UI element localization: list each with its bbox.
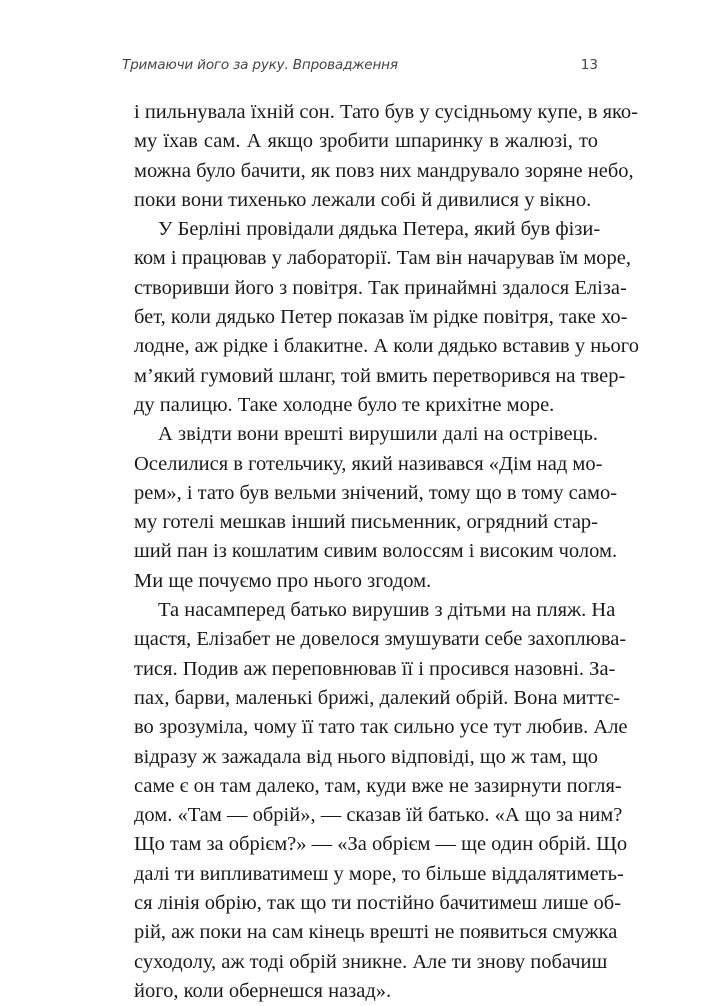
- text-line: ду палицю. Таке холодне було те крихітне море.: [134, 393, 555, 416]
- running-title: Тримаючи його за руку. Впровадження: [122, 57, 398, 73]
- text-line: створивши його з повітря. Так принаймні здалося Елізa-: [134, 276, 627, 299]
- text-line: можна було бачити, як повз них мандрувало зоряне небо,: [134, 159, 634, 182]
- text-line: саме є он там далеко, там, куди вже не зазирнути погля-: [134, 774, 622, 797]
- text-line: рем», і тато був вельми знічений, тому що в тому само-: [134, 481, 618, 504]
- running-header: [122, 57, 598, 79]
- text-line: Ми ще почуємо про нього згодом.: [134, 569, 432, 592]
- text-line: Оселилися в готельчику, який називався «Дім над мо-: [134, 452, 603, 475]
- text-line: відразу ж зажадала від нього відповіді, що ж там, що: [134, 745, 598, 768]
- text-line: му готелі мешкав інший письменник, огрядний стар-: [134, 511, 598, 534]
- text-line: тися. Подив аж переповнював її і просився назовні. За-: [134, 657, 616, 680]
- text-line: Та насамперед батько вирушив з дітьми на пляж. На: [158, 599, 616, 622]
- text-line: м’який гумовий шланг, той вмить перетворився на твер-: [134, 364, 626, 387]
- text-line: ший пан із кошлатим сивим волоссям і високим чолом.: [134, 540, 618, 563]
- page-number: 13: [580, 57, 598, 73]
- text-line: поки вони тихенько лежали собі й дивилися у вікно.: [134, 188, 592, 211]
- text-line: ся лінія обрію, так що ти постійно бачитимеш лише об-: [134, 892, 622, 915]
- text-line: во зрозуміла, чому її тато так сильно усе тут любив. Але: [134, 716, 628, 739]
- paragraph: [134, 215, 639, 420]
- body-text: [134, 98, 639, 1006]
- paragraph: [134, 596, 628, 1006]
- text-line: його, коли обернешся назад».: [134, 979, 392, 1002]
- paragraph: [134, 98, 639, 215]
- text-line: рій, аж поки на сам кінець врешті не появиться смужка: [134, 921, 618, 944]
- text-line: і пильнувала їхній сон. Тато був у сусідньому купе, в яко-: [134, 101, 639, 123]
- text-line: суходолу, аж тоді обрій зникне. Але ти знову побачиш: [134, 950, 608, 973]
- text-line: щастя, Елізабет не довелося змушувати себе захоплюва-: [134, 628, 627, 651]
- text-line: бет, коли дядько Петер показав їм рідке повітря, таке хо-: [134, 306, 628, 329]
- text-line: му їхав сам. А якщо зробити шпаринку в жалюзі, то: [134, 130, 598, 153]
- text-line: пах, барви, маленькі брижі, далекий обрій. Вона миттє-: [134, 686, 621, 709]
- text-line: лодне, аж рідке і блакитне. А коли дядько вставив у нього: [134, 335, 639, 358]
- paragraph: [134, 420, 618, 596]
- text-line: А звідти вони врешті вирушили далі на острівець.: [158, 423, 598, 446]
- text-line: ком і працював у лабораторії. Там він начарував їм море,: [134, 247, 632, 270]
- text-line: далі ти випливатимеш у море, то більше віддалятиметь-: [134, 862, 624, 885]
- text-line: У Берліні провідали дядька Петера, який був фізи-: [158, 218, 601, 241]
- text-line: Що там за обрієм?» — «За обрієм — ще один обрій. Що: [134, 833, 628, 856]
- text-line: дом. «Там — обрій», — сказав їй батько. «А що за ним?: [134, 804, 623, 827]
